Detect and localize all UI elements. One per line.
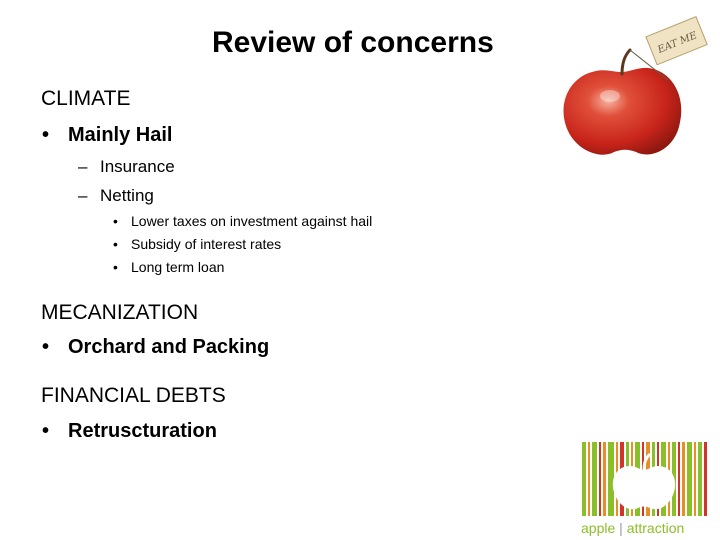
apple-image [552, 10, 714, 162]
apple-silhouette [613, 466, 675, 509]
logo-word-apple: apple [581, 520, 616, 536]
apple-attraction-logo [578, 436, 712, 538]
climate-sub-sub-item [113, 259, 224, 275]
climate-heading: CLIMATE [41, 87, 131, 110]
svg-text:apple | attracti: apple | attraction [581, 520, 685, 536]
climate-bullet [42, 124, 172, 147]
sub-item-text: Insurance [100, 157, 175, 176]
logo-word-attraction: attraction [626, 520, 685, 536]
climate-sub-sub-item [113, 236, 281, 252]
sub-sub-item-text: Long term loan [131, 259, 225, 275]
bullet-icon: • [113, 259, 118, 275]
climate-sub-item [78, 186, 154, 206]
climate-bullet-text: Mainly Hail [68, 124, 173, 146]
bullet-icon: • [113, 213, 118, 229]
climate-sub-sub-item [113, 213, 372, 229]
climate-sub-item [78, 157, 175, 177]
financial-bullet [42, 420, 217, 443]
bullet-icon: • [42, 420, 50, 442]
mecanization-bullet [42, 336, 269, 359]
mecanization-bullet-text: Orchard and Packing [68, 336, 270, 358]
sub-item-text: Netting [100, 186, 154, 205]
bullet-icon: • [42, 336, 50, 358]
slide-title: Review of concerns [212, 26, 494, 59]
sub-sub-item-text: Lower taxes on investment against hail [131, 213, 373, 229]
sub-sub-item-text: Subsidy of interest rates [131, 236, 282, 252]
bullet-icon: • [113, 236, 118, 252]
dash-icon: – [78, 186, 88, 205]
dash-icon: – [78, 157, 88, 176]
bullet-icon: • [42, 124, 50, 146]
financial-heading: FINANCIAL DEBTS [41, 384, 226, 407]
apple-tag-text: EAT ME [656, 30, 699, 56]
financial-bullet-text: Retruscturation [68, 420, 217, 442]
mecanization-heading: MECANIZATION [41, 301, 199, 324]
